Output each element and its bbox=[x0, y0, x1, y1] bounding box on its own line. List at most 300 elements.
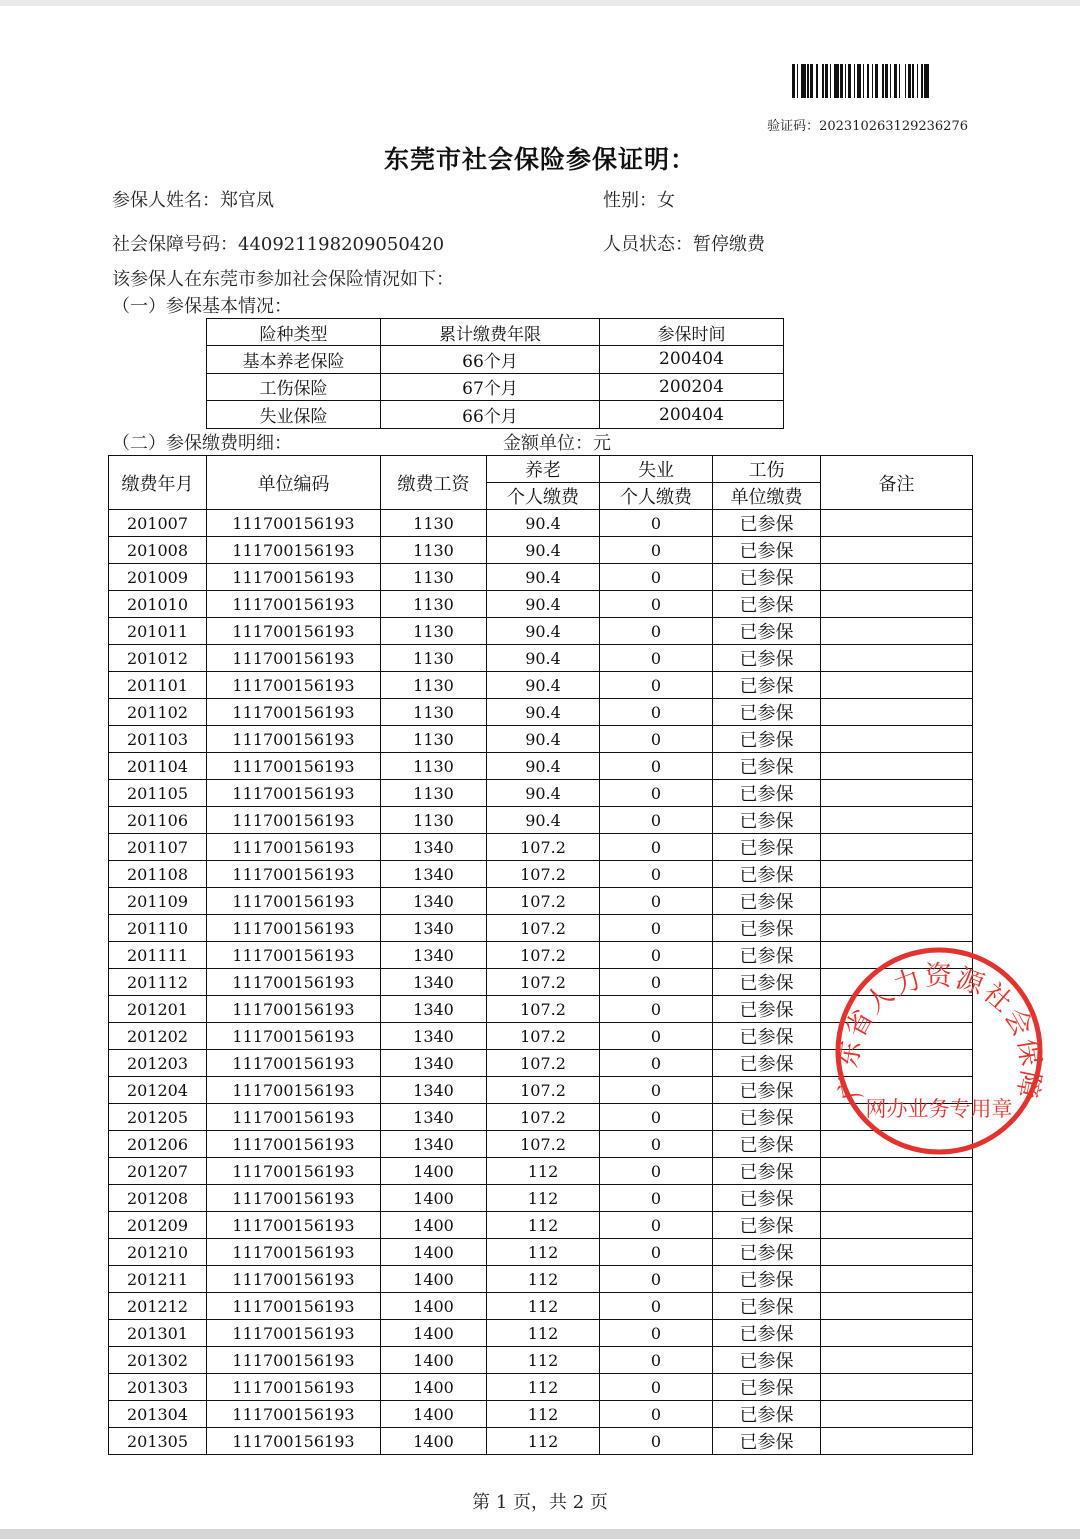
injury-cell: 已参保 bbox=[713, 1050, 821, 1077]
remark-cell bbox=[821, 780, 973, 807]
unemployment-cell: 0 bbox=[600, 969, 713, 996]
unemployment-cell: 0 bbox=[600, 888, 713, 915]
cumulative-months-cell: 66个月 bbox=[381, 346, 600, 374]
pension-cell: 107.2 bbox=[487, 1023, 600, 1050]
pension-cell: 90.4 bbox=[487, 510, 600, 537]
pension-cell: 107.2 bbox=[487, 1050, 600, 1077]
table-row bbox=[109, 780, 973, 807]
header-wage: 缴费工资 bbox=[381, 456, 487, 510]
basic-table-row bbox=[207, 346, 784, 374]
pension-cell: 112 bbox=[487, 1374, 600, 1401]
unit-code-cell: 111700156193 bbox=[207, 1401, 381, 1428]
table-row bbox=[109, 1185, 973, 1212]
unemployment-cell: 0 bbox=[600, 618, 713, 645]
remark-cell bbox=[821, 1239, 973, 1266]
injury-cell: 已参保 bbox=[713, 1374, 821, 1401]
month-cell: 201205 bbox=[109, 1104, 207, 1131]
table-row bbox=[109, 1293, 973, 1320]
wage-cell: 1400 bbox=[381, 1347, 487, 1374]
wage-cell: 1340 bbox=[381, 996, 487, 1023]
wage-cell: 1340 bbox=[381, 861, 487, 888]
pension-cell: 107.2 bbox=[487, 1077, 600, 1104]
pension-cell: 90.4 bbox=[487, 618, 600, 645]
seal-ring-text: 广东省人力资源社会保障 bbox=[832, 961, 1047, 1103]
pension-cell: 112 bbox=[487, 1185, 600, 1212]
injury-cell: 已参保 bbox=[713, 1131, 821, 1158]
unemployment-cell: 0 bbox=[600, 645, 713, 672]
remark-cell bbox=[821, 1212, 973, 1239]
wage-cell: 1130 bbox=[381, 699, 487, 726]
unemployment-cell: 0 bbox=[600, 1266, 713, 1293]
table-row bbox=[109, 645, 973, 672]
document-title: 东莞市社会保险参保证明： bbox=[383, 145, 696, 174]
month-cell: 201202 bbox=[109, 1023, 207, 1050]
remark-cell bbox=[821, 861, 973, 888]
unit-code-cell: 111700156193 bbox=[207, 564, 381, 591]
unit-code-cell: 111700156193 bbox=[207, 1374, 381, 1401]
month-cell: 201207 bbox=[109, 1158, 207, 1185]
unit-code-cell: 111700156193 bbox=[207, 1293, 381, 1320]
pension-cell: 112 bbox=[487, 1266, 600, 1293]
wage-cell: 1340 bbox=[381, 888, 487, 915]
unit-code-cell: 111700156193 bbox=[207, 645, 381, 672]
section-basic-title: （一）参保基本情况： bbox=[112, 296, 292, 317]
remark-cell bbox=[821, 834, 973, 861]
wage-cell: 1130 bbox=[381, 564, 487, 591]
pension-cell: 112 bbox=[487, 1158, 600, 1185]
injury-cell: 已参保 bbox=[713, 1212, 821, 1239]
unemployment-cell: 0 bbox=[600, 915, 713, 942]
month-cell: 201304 bbox=[109, 1401, 207, 1428]
injury-cell: 已参保 bbox=[713, 996, 821, 1023]
unemployment-cell: 0 bbox=[600, 780, 713, 807]
injury-cell: 已参保 bbox=[713, 564, 821, 591]
unemployment-cell: 0 bbox=[600, 1293, 713, 1320]
unemployment-cell: 0 bbox=[600, 591, 713, 618]
remark-cell bbox=[821, 672, 973, 699]
unit-code-cell: 111700156193 bbox=[207, 942, 381, 969]
table-row bbox=[109, 699, 973, 726]
table-row bbox=[109, 591, 973, 618]
unit-code-cell: 111700156193 bbox=[207, 672, 381, 699]
injury-cell: 已参保 bbox=[713, 942, 821, 969]
injury-cell: 已参保 bbox=[713, 753, 821, 780]
table-row bbox=[109, 861, 973, 888]
remark-cell bbox=[821, 591, 973, 618]
wage-cell: 1400 bbox=[381, 1185, 487, 1212]
wage-cell: 1130 bbox=[381, 591, 487, 618]
social-security-number: 社会保障号码：440921198209050420 bbox=[112, 234, 445, 255]
unit-code-cell: 111700156193 bbox=[207, 1320, 381, 1347]
unit-code-cell: 111700156193 bbox=[207, 861, 381, 888]
pension-cell: 112 bbox=[487, 1212, 600, 1239]
wage-cell: 1130 bbox=[381, 618, 487, 645]
injury-cell: 已参保 bbox=[713, 888, 821, 915]
unit-code-cell: 111700156193 bbox=[207, 591, 381, 618]
pension-cell: 90.4 bbox=[487, 699, 600, 726]
pension-cell: 107.2 bbox=[487, 915, 600, 942]
injury-cell: 已参保 bbox=[713, 1077, 821, 1104]
unit-code-cell: 111700156193 bbox=[207, 1077, 381, 1104]
wage-cell: 1400 bbox=[381, 1293, 487, 1320]
unemployment-cell: 0 bbox=[600, 726, 713, 753]
official-seal bbox=[832, 944, 1047, 1159]
cumulative-months-cell: 66个月 bbox=[381, 401, 600, 429]
injury-cell: 已参保 bbox=[713, 834, 821, 861]
table-row bbox=[109, 510, 973, 537]
wage-cell: 1340 bbox=[381, 1077, 487, 1104]
wage-cell: 1130 bbox=[381, 672, 487, 699]
month-cell: 201112 bbox=[109, 969, 207, 996]
unit-code-cell: 111700156193 bbox=[207, 888, 381, 915]
injury-cell: 已参保 bbox=[713, 1023, 821, 1050]
pension-cell: 112 bbox=[487, 1428, 600, 1455]
table-row bbox=[109, 726, 973, 753]
injury-cell: 已参保 bbox=[713, 618, 821, 645]
wage-cell: 1130 bbox=[381, 726, 487, 753]
table-row bbox=[109, 1266, 973, 1293]
injury-cell: 已参保 bbox=[713, 1104, 821, 1131]
table-row bbox=[109, 1347, 973, 1374]
month-cell: 201011 bbox=[109, 618, 207, 645]
injury-cell: 已参保 bbox=[713, 537, 821, 564]
wage-cell: 1400 bbox=[381, 1158, 487, 1185]
pension-cell: 107.2 bbox=[487, 1131, 600, 1158]
wage-cell: 1340 bbox=[381, 1104, 487, 1131]
month-cell: 201206 bbox=[109, 1131, 207, 1158]
wage-cell: 1400 bbox=[381, 1374, 487, 1401]
table-row bbox=[109, 807, 973, 834]
unit-code-cell: 111700156193 bbox=[207, 1131, 381, 1158]
pension-cell: 90.4 bbox=[487, 672, 600, 699]
month-cell: 201010 bbox=[109, 591, 207, 618]
injury-cell: 已参保 bbox=[713, 1320, 821, 1347]
enroll-time-cell: 200404 bbox=[600, 346, 784, 374]
wage-cell: 1130 bbox=[381, 753, 487, 780]
injury-cell: 已参保 bbox=[713, 672, 821, 699]
unemployment-cell: 0 bbox=[600, 1374, 713, 1401]
month-cell: 201302 bbox=[109, 1347, 207, 1374]
month-cell: 201007 bbox=[109, 510, 207, 537]
pension-cell: 107.2 bbox=[487, 834, 600, 861]
header-unemployment-personal: 个人缴费 bbox=[600, 483, 713, 510]
wage-cell: 1130 bbox=[381, 780, 487, 807]
month-cell: 201111 bbox=[109, 942, 207, 969]
header-pension-personal: 个人缴费 bbox=[487, 483, 600, 510]
remark-cell bbox=[821, 510, 973, 537]
remark-cell bbox=[821, 1293, 973, 1320]
amount-unit: 金额单位：元 bbox=[503, 433, 611, 454]
month-cell: 201101 bbox=[109, 672, 207, 699]
table-row bbox=[109, 537, 973, 564]
remark-cell bbox=[821, 807, 973, 834]
month-cell: 201212 bbox=[109, 1293, 207, 1320]
remark-cell bbox=[821, 1401, 973, 1428]
month-cell: 201008 bbox=[109, 537, 207, 564]
wage-cell: 1340 bbox=[381, 969, 487, 996]
table-row bbox=[109, 1158, 973, 1185]
header-unemployment: 失业 bbox=[600, 456, 713, 483]
pension-cell: 112 bbox=[487, 1347, 600, 1374]
month-cell: 201104 bbox=[109, 753, 207, 780]
table-row bbox=[109, 1401, 973, 1428]
unemployment-cell: 0 bbox=[600, 1050, 713, 1077]
pension-cell: 112 bbox=[487, 1320, 600, 1347]
insured-gender: 性别：女 bbox=[603, 190, 675, 211]
injury-cell: 已参保 bbox=[713, 861, 821, 888]
remark-cell bbox=[821, 564, 973, 591]
header-remark: 备注 bbox=[821, 456, 973, 510]
remark-cell bbox=[821, 1266, 973, 1293]
unemployment-cell: 0 bbox=[600, 753, 713, 780]
unit-code-cell: 111700156193 bbox=[207, 510, 381, 537]
unemployment-cell: 0 bbox=[600, 861, 713, 888]
unit-code-cell: 111700156193 bbox=[207, 1347, 381, 1374]
remark-cell bbox=[821, 1158, 973, 1185]
unemployment-cell: 0 bbox=[600, 1131, 713, 1158]
pension-cell: 112 bbox=[487, 1239, 600, 1266]
table-row bbox=[109, 1374, 973, 1401]
unit-code-cell: 111700156193 bbox=[207, 834, 381, 861]
unemployment-cell: 0 bbox=[600, 834, 713, 861]
unemployment-cell: 0 bbox=[600, 1347, 713, 1374]
table-row bbox=[109, 753, 973, 780]
unit-code-cell: 111700156193 bbox=[207, 726, 381, 753]
month-cell: 201108 bbox=[109, 861, 207, 888]
injury-cell: 已参保 bbox=[713, 1347, 821, 1374]
remark-cell bbox=[821, 915, 973, 942]
remark-cell bbox=[821, 1374, 973, 1401]
unit-code-cell: 111700156193 bbox=[207, 618, 381, 645]
wage-cell: 1130 bbox=[381, 645, 487, 672]
table-row bbox=[109, 1428, 973, 1455]
unemployment-cell: 0 bbox=[600, 1077, 713, 1104]
section-detail-title: （二）参保缴费明细： bbox=[112, 433, 292, 454]
month-cell: 201106 bbox=[109, 807, 207, 834]
injury-cell: 已参保 bbox=[713, 1158, 821, 1185]
injury-cell: 已参保 bbox=[713, 1401, 821, 1428]
table-row bbox=[109, 564, 973, 591]
unemployment-cell: 0 bbox=[600, 1320, 713, 1347]
header-injury-employer: 单位缴费 bbox=[713, 483, 821, 510]
pension-cell: 107.2 bbox=[487, 888, 600, 915]
unit-code-cell: 111700156193 bbox=[207, 1185, 381, 1212]
unit-code-cell: 111700156193 bbox=[207, 1212, 381, 1239]
wage-cell: 1340 bbox=[381, 1131, 487, 1158]
injury-cell: 已参保 bbox=[713, 1428, 821, 1455]
unemployment-cell: 0 bbox=[600, 1185, 713, 1212]
page-number: 第 1 页，共 2 页 bbox=[472, 1492, 608, 1513]
insured-status: 人员状态：暂停缴费 bbox=[603, 234, 765, 255]
month-cell: 201110 bbox=[109, 915, 207, 942]
injury-cell: 已参保 bbox=[713, 1266, 821, 1293]
month-cell: 201107 bbox=[109, 834, 207, 861]
pension-cell: 90.4 bbox=[487, 726, 600, 753]
remark-cell bbox=[821, 1185, 973, 1212]
wage-cell: 1400 bbox=[381, 1212, 487, 1239]
unemployment-cell: 0 bbox=[600, 1428, 713, 1455]
unemployment-cell: 0 bbox=[600, 807, 713, 834]
injury-cell: 已参保 bbox=[713, 780, 821, 807]
header-pension: 养老 bbox=[487, 456, 600, 483]
wage-cell: 1400 bbox=[381, 1428, 487, 1455]
unit-code-cell: 111700156193 bbox=[207, 1050, 381, 1077]
remark-cell bbox=[821, 1320, 973, 1347]
seal-bottom-text: 网办业务专用章 bbox=[865, 1097, 1013, 1121]
pension-cell: 107.2 bbox=[487, 861, 600, 888]
unemployment-cell: 0 bbox=[600, 1104, 713, 1131]
cumulative-months-cell: 67个月 bbox=[381, 373, 600, 401]
month-cell: 201103 bbox=[109, 726, 207, 753]
unit-code-cell: 111700156193 bbox=[207, 1239, 381, 1266]
wage-cell: 1400 bbox=[381, 1266, 487, 1293]
injury-cell: 已参保 bbox=[713, 726, 821, 753]
header-insurance-type: 险种类型 bbox=[207, 319, 381, 346]
month-cell: 201208 bbox=[109, 1185, 207, 1212]
table-row bbox=[109, 1239, 973, 1266]
top-edge bbox=[0, 0, 1080, 6]
barcode-image bbox=[792, 64, 968, 98]
unit-code-cell: 111700156193 bbox=[207, 996, 381, 1023]
header-injury: 工伤 bbox=[713, 456, 821, 483]
pension-cell: 107.2 bbox=[487, 1104, 600, 1131]
wage-cell: 1340 bbox=[381, 1023, 487, 1050]
wage-cell: 1130 bbox=[381, 807, 487, 834]
pension-cell: 112 bbox=[487, 1401, 600, 1428]
injury-cell: 已参保 bbox=[713, 915, 821, 942]
table-row bbox=[109, 672, 973, 699]
unemployment-cell: 0 bbox=[600, 1239, 713, 1266]
wage-cell: 1400 bbox=[381, 1320, 487, 1347]
table-row bbox=[109, 834, 973, 861]
insurance-type-cell: 基本养老保险 bbox=[207, 346, 381, 374]
unit-code-cell: 111700156193 bbox=[207, 1158, 381, 1185]
unit-code-cell: 111700156193 bbox=[207, 780, 381, 807]
header-enroll-time: 参保时间 bbox=[600, 319, 784, 346]
injury-cell: 已参保 bbox=[713, 1239, 821, 1266]
unemployment-cell: 0 bbox=[600, 510, 713, 537]
month-cell: 201105 bbox=[109, 780, 207, 807]
table-row bbox=[109, 888, 973, 915]
remark-cell bbox=[821, 1428, 973, 1455]
pension-cell: 90.4 bbox=[487, 807, 600, 834]
month-cell: 201203 bbox=[109, 1050, 207, 1077]
remark-cell bbox=[821, 537, 973, 564]
basic-table-header bbox=[207, 319, 784, 346]
injury-cell: 已参保 bbox=[713, 969, 821, 996]
unit-code-cell: 111700156193 bbox=[207, 915, 381, 942]
unemployment-cell: 0 bbox=[600, 1212, 713, 1239]
month-cell: 201102 bbox=[109, 699, 207, 726]
month-cell: 201301 bbox=[109, 1320, 207, 1347]
remark-cell bbox=[821, 1347, 973, 1374]
table-row bbox=[109, 618, 973, 645]
table-row bbox=[109, 915, 973, 942]
month-cell: 201201 bbox=[109, 996, 207, 1023]
pension-cell: 107.2 bbox=[487, 969, 600, 996]
enroll-time-cell: 200204 bbox=[600, 373, 784, 401]
basic-table-row bbox=[207, 373, 784, 401]
wage-cell: 1340 bbox=[381, 942, 487, 969]
intro-text: 该参保人在东莞市参加社会保险情况如下： bbox=[112, 269, 454, 290]
month-cell: 201211 bbox=[109, 1266, 207, 1293]
month-cell: 201210 bbox=[109, 1239, 207, 1266]
pension-cell: 90.4 bbox=[487, 537, 600, 564]
insured-name: 参保人姓名：郑官凤 bbox=[112, 190, 274, 211]
unit-code-cell: 111700156193 bbox=[207, 1266, 381, 1293]
wage-cell: 1130 bbox=[381, 510, 487, 537]
wage-cell: 1400 bbox=[381, 1401, 487, 1428]
unit-code-cell: 111700156193 bbox=[207, 699, 381, 726]
month-cell: 201009 bbox=[109, 564, 207, 591]
unemployment-cell: 0 bbox=[600, 537, 713, 564]
pension-cell: 107.2 bbox=[487, 942, 600, 969]
insurance-type-cell: 失业保险 bbox=[207, 401, 381, 429]
unit-code-cell: 111700156193 bbox=[207, 1023, 381, 1050]
table-row bbox=[109, 1212, 973, 1239]
unit-code-cell: 111700156193 bbox=[207, 1428, 381, 1455]
unemployment-cell: 0 bbox=[600, 996, 713, 1023]
month-cell: 201305 bbox=[109, 1428, 207, 1455]
remark-cell bbox=[821, 699, 973, 726]
unemployment-cell: 0 bbox=[600, 1158, 713, 1185]
month-cell: 201012 bbox=[109, 645, 207, 672]
unemployment-cell: 0 bbox=[600, 942, 713, 969]
month-cell: 201303 bbox=[109, 1374, 207, 1401]
bottom-edge bbox=[0, 1529, 1080, 1539]
unit-code-cell: 111700156193 bbox=[207, 753, 381, 780]
wage-cell: 1130 bbox=[381, 537, 487, 564]
injury-cell: 已参保 bbox=[713, 1185, 821, 1212]
pension-cell: 90.4 bbox=[487, 753, 600, 780]
month-cell: 201204 bbox=[109, 1077, 207, 1104]
injury-cell: 已参保 bbox=[713, 1293, 821, 1320]
unit-code-cell: 111700156193 bbox=[207, 807, 381, 834]
unit-code-cell: 111700156193 bbox=[207, 537, 381, 564]
injury-cell: 已参保 bbox=[713, 699, 821, 726]
injury-cell: 已参保 bbox=[713, 510, 821, 537]
basic-table-row bbox=[207, 401, 784, 429]
wage-cell: 1340 bbox=[381, 1050, 487, 1077]
header-payment-month: 缴费年月 bbox=[109, 456, 207, 510]
remark-cell bbox=[821, 888, 973, 915]
unit-code-cell: 111700156193 bbox=[207, 1104, 381, 1131]
pension-cell: 90.4 bbox=[487, 780, 600, 807]
unemployment-cell: 0 bbox=[600, 564, 713, 591]
unit-code-cell: 111700156193 bbox=[207, 969, 381, 996]
remark-cell bbox=[821, 645, 973, 672]
basic-insurance-table bbox=[206, 318, 784, 429]
table-row bbox=[109, 1320, 973, 1347]
pension-cell: 112 bbox=[487, 1293, 600, 1320]
unemployment-cell: 0 bbox=[600, 1401, 713, 1428]
pension-cell: 90.4 bbox=[487, 591, 600, 618]
remark-cell bbox=[821, 753, 973, 780]
pension-cell: 107.2 bbox=[487, 996, 600, 1023]
pension-cell: 90.4 bbox=[487, 564, 600, 591]
injury-cell: 已参保 bbox=[713, 591, 821, 618]
unemployment-cell: 0 bbox=[600, 672, 713, 699]
wage-cell: 1400 bbox=[381, 1239, 487, 1266]
insurance-type-cell: 工伤保险 bbox=[207, 373, 381, 401]
month-cell: 201209 bbox=[109, 1212, 207, 1239]
injury-cell: 已参保 bbox=[713, 645, 821, 672]
unemployment-cell: 0 bbox=[600, 1023, 713, 1050]
unemployment-cell: 0 bbox=[600, 699, 713, 726]
wage-cell: 1340 bbox=[381, 834, 487, 861]
remark-cell bbox=[821, 726, 973, 753]
injury-cell: 已参保 bbox=[713, 807, 821, 834]
